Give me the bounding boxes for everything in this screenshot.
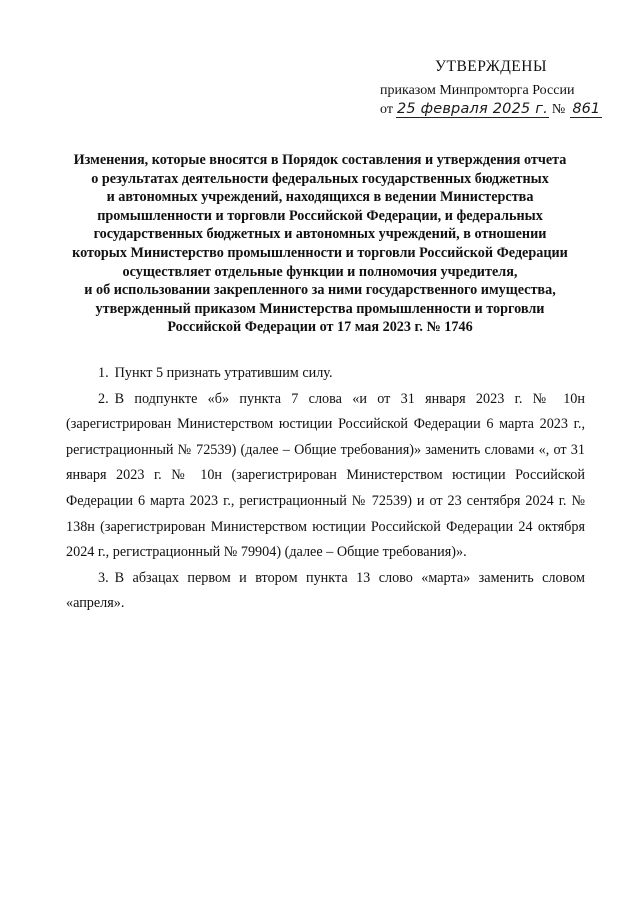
number-sign: № <box>551 102 566 117</box>
item-number: 3. <box>98 569 109 586</box>
document-heading <box>40 151 600 337</box>
heading-line: о результатах деятельности федеральных государственных бюджетных <box>91 170 549 187</box>
paragraph-item-2 <box>66 387 585 566</box>
heading-line: утвержденный приказом Министерства промышленности и торговли <box>95 300 545 317</box>
heading-line: и автономных учреждений, находящихся в ведении Министерства <box>106 189 534 206</box>
paragraph-item-1 <box>66 361 585 387</box>
date-prefix: от <box>380 102 393 117</box>
heading-line: Изменения, которые вносятся в Порядок составления и утверждения отчета <box>73 152 567 168</box>
heading-line: осуществляет отдельные функции и полномочия учредителя, <box>122 263 518 280</box>
heading-line: государственных бюджетных и автономных учреждений, в отношении <box>93 226 547 243</box>
heading-line: и об использовании закрепленного за ними государственного имущества, <box>84 282 556 299</box>
heading-line: Российской Федерации от 17 мая 2023 г. № 1746 <box>167 319 473 336</box>
heading-line: которых Министерство промышленности и торговли Российской Федерации <box>72 244 568 261</box>
handwritten-number: 861 <box>570 102 602 118</box>
item-text: Пункт 5 признать утратившим силу. <box>114 365 333 381</box>
paragraph-item-3 <box>66 566 585 617</box>
approved-title: УТВЕРЖДЕНЫ <box>435 58 547 75</box>
approval-order-by: приказом Минпромторга России <box>380 83 575 98</box>
approval-order-line <box>380 102 602 118</box>
item-text: В подпункте «б» пункта 7 слова «и от 31 января 2023 г. № 10н (зарегистрирован Министерством юстиции Российской Федерации 6 марта 2023 г., регистрационный № 72539) (далее – Общие требования)» заменить словами «, от 31 января 2023 г. № 10н (зарегистрирован Министерством юстиции Российской Федерации 6 марта 2023 г., регистрационный № 72539) и от 23 сентября 2024 г. № 138н (зарегистрирован Министерством юстиции Российской Федерации 24 октября 2024 г., регистрационный № 79904) (далее – Общие требования)». <box>66 390 585 561</box>
item-number: 2. <box>98 390 109 407</box>
heading-line: промышленности и торговли Российской Федерации, и федеральных <box>97 207 543 224</box>
handwritten-date: 25 февраля 2025 г. <box>396 101 548 117</box>
document-body <box>66 361 585 617</box>
item-number: 1. <box>98 365 109 381</box>
item-text: В абзацах первом и втором пункта 13 слово «марта» заменить словом «апреля». <box>66 569 585 612</box>
